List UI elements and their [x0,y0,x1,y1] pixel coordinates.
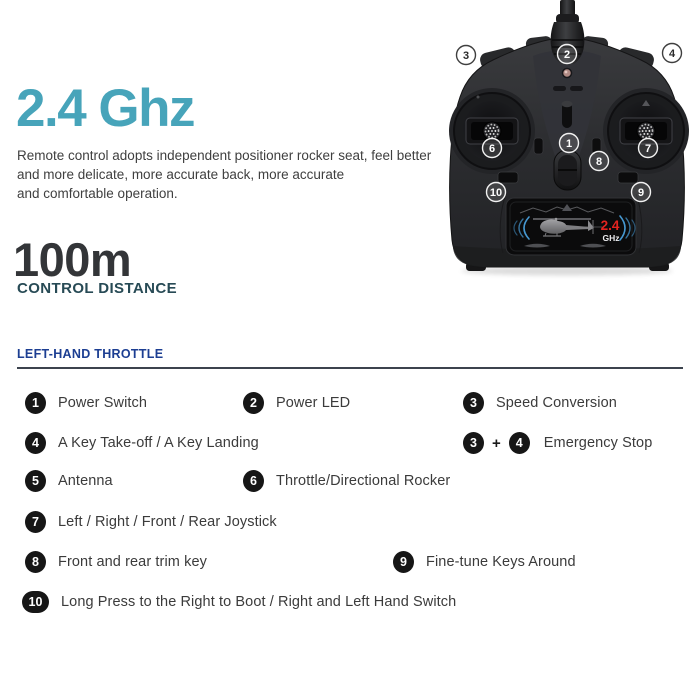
svg-text:8: 8 [595,156,603,168]
legend-num-badge: 8 [25,551,46,573]
legend-num-badge: 10 [22,591,49,613]
description-line: and comfortable operation. [17,186,178,201]
description-line: and more delicate, more accurate back, more accurate [17,167,345,182]
legend-item-label: Left / Right / Front / Rear Joystick [58,514,277,530]
section-heading: LEFT-HAND THROTTLE [17,347,164,361]
legend-item-key-takeoff-landing [25,432,259,454]
callout-6 [483,139,502,158]
legend-item-throttle-rocker [243,470,450,492]
drop-shadow [461,267,673,276]
callout-3 [457,46,476,65]
control-distance-value: 100m [13,233,132,286]
callout-1 [560,134,579,153]
callout-10 [487,183,506,202]
power-led [563,69,572,78]
legend-item-power-led [243,392,350,414]
legend-item-trim-key [25,551,207,573]
legend-item-fine-tune-keys [393,551,576,573]
callout-4 [663,44,682,63]
frequency-title: 2.4 Ghz [16,79,195,138]
legend-num-badge: 4 [25,432,46,454]
legend-num-badge: 7 [25,511,46,533]
legend-item-emergency-stop [463,432,652,454]
legend-item-speed-conversion [463,392,617,414]
legend-item-label: Power LED [276,395,351,411]
right-joystick [603,88,689,174]
left-trim-key [498,172,518,183]
legend-num-badge: 1 [25,392,46,414]
legend-item-label: Power Switch [58,395,148,411]
legend-num-badge: 4 [509,432,530,454]
lcd-panel [506,198,636,255]
svg-text:4: 4 [668,48,676,60]
legend-item-long-press-boot [22,591,456,613]
callout-9 [632,183,651,202]
plus-sign: + [492,434,501,452]
legend-item-antenna [25,470,113,492]
svg-text:2: 2 [563,49,571,61]
control-distance-label: CONTROL DISTANCE [17,280,178,297]
screen-frequency-value: 2.4 [600,218,620,233]
svg-text:1: 1 [565,138,573,150]
legend-item-joystick-directions [25,511,277,533]
legend-num-badge: 3 [463,432,484,454]
controller-illustration [430,0,700,300]
description-line: Remote control adopts independent positioner rocker seat, feel better [17,148,432,163]
legend-item-label: Speed Conversion [496,395,617,411]
legend-item-label: Fine-tune Keys Around [426,554,576,570]
right-trim-key [618,172,638,183]
legend-item-label: Throttle/Directional Rocker [276,473,451,489]
callout-8 [590,152,609,171]
callout-7 [639,139,658,158]
legend-item-label: Front and rear trim key [58,554,207,570]
legend-item-label: Emergency Stop [543,435,653,451]
callout-2 [558,45,577,64]
legend-num-badge: 5 [25,470,46,492]
legend-num-badge: 3 [463,392,484,414]
legend-item-label: Antenna [58,473,113,489]
legend-item-label: Long Press to the Right to Boot / Right and Left Hand Switch [61,594,457,610]
screen-frequency-unit: GHz [602,233,620,243]
legend-num-badge: 2 [243,392,264,414]
legend-item-power-switch [25,392,147,414]
svg-text:3: 3 [462,50,470,62]
svg-text:10: 10 [489,187,503,199]
svg-text:7: 7 [644,143,652,155]
legend-item-label: A Key Take-off / A Key Landing [58,435,259,451]
left-joystick [449,88,535,174]
legend-num-badge: 9 [393,551,414,573]
svg-text:6: 6 [488,143,496,155]
product-description [17,146,431,203]
section-divider [17,367,683,369]
left-mini-switch [534,138,543,154]
controller-photo [430,0,700,300]
svg-text:9: 9 [637,187,645,199]
center-stick [562,101,573,128]
legend-num-badge: 6 [243,470,264,492]
power-switch [554,150,581,190]
